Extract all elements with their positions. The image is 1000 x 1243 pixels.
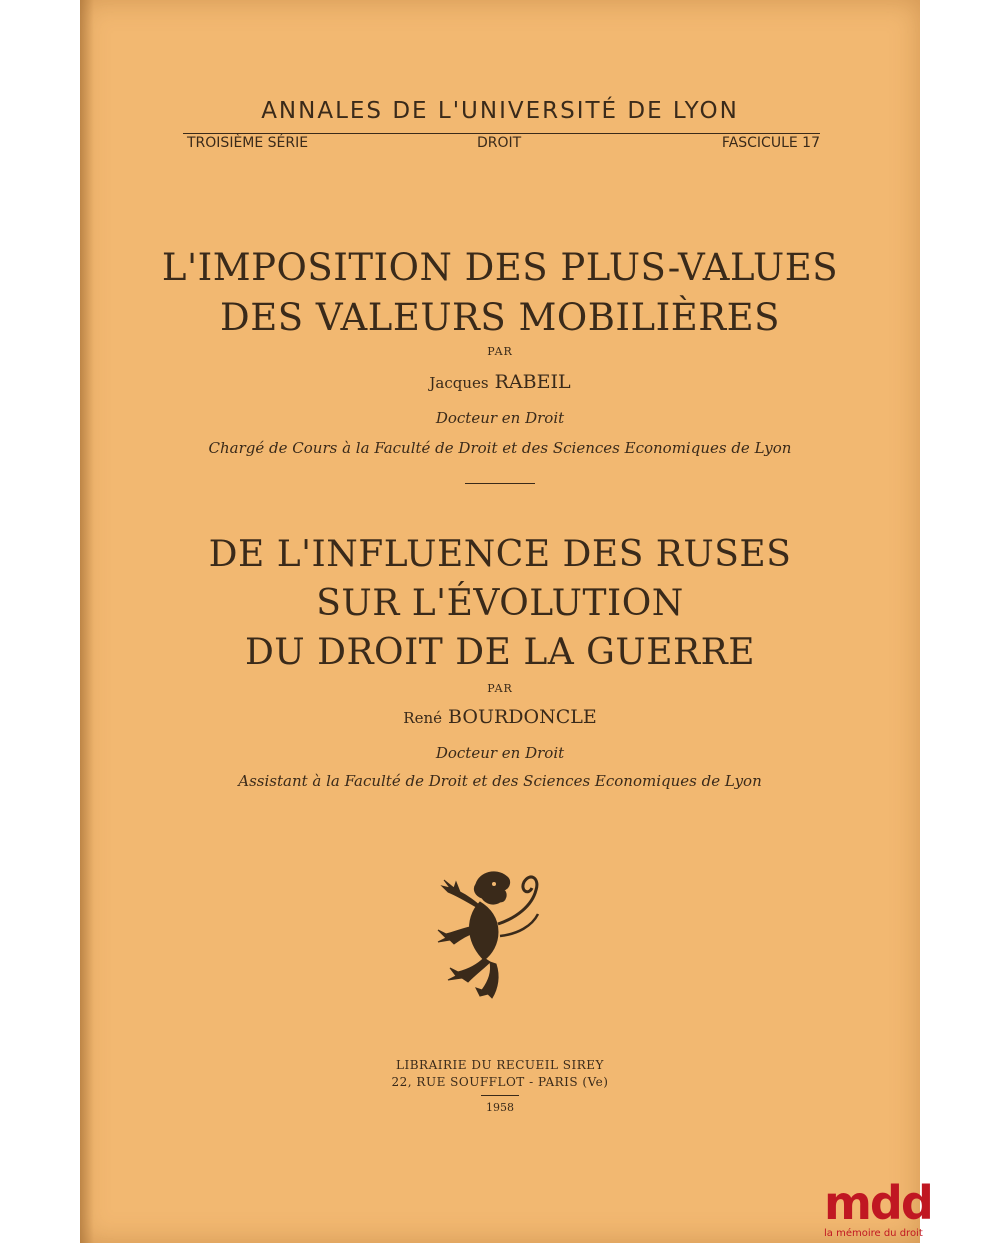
work1-title-line: DES VALEURS MOBILIÈRES	[220, 296, 780, 339]
work1-author-first: Jacques	[429, 374, 489, 392]
series-divider	[183, 133, 820, 134]
work1-par: PAR	[487, 345, 513, 358]
work1-position: Chargé de Cours à la Faculté de Droit et des Sciences Economiques de Lyon	[208, 439, 792, 457]
work1-author	[80, 371, 920, 393]
series-fascicle: FASCICULE 17	[721, 135, 820, 151]
publisher-name: LIBRAIRIE DU RECUEIL SIREY	[396, 1058, 604, 1072]
watermark-mark: mdd	[824, 1176, 932, 1230]
work2-author-last: BOURDONCLE	[448, 706, 597, 728]
series-title: ANNALES DE L'UNIVERSITÉ DE LYON	[261, 98, 739, 124]
work1-title	[80, 243, 920, 343]
publisher-divider	[481, 1095, 519, 1096]
work2-author-first: René	[403, 709, 442, 727]
work2-title-line: DE L'INFLUENCE DES RUSES	[208, 534, 792, 575]
work2-title-line: DU DROIT DE LA GUERRE	[244, 632, 756, 673]
series-discipline: DROIT	[477, 135, 522, 151]
work2-degree: Docteur en Droit	[435, 744, 565, 762]
work1-title-line: L'IMPOSITION DES PLUS-VALUES	[161, 246, 839, 289]
work1-degree: Docteur en Droit	[435, 409, 565, 427]
watermark-caption: la mémoire du droit	[824, 1228, 923, 1239]
series-number: TROISIÈME SÉRIE	[187, 135, 309, 151]
rampant-lion-icon	[420, 862, 560, 1002]
work1-author-last: RABEIL	[494, 371, 571, 393]
work2-title-line: SUR L'ÉVOLUTION	[316, 583, 684, 624]
work2-par: PAR	[487, 682, 513, 695]
section-divider	[465, 483, 535, 484]
publication-year: 1958	[486, 1101, 514, 1114]
work2-position: Assistant à la Faculté de Droit et des Sciences Economiques de Lyon	[238, 772, 762, 790]
watermark-logo	[818, 1175, 1000, 1243]
publisher-address: 22, RUE SOUFFLOT - PARIS (Ve)	[391, 1075, 609, 1089]
work2-author	[80, 706, 920, 728]
work2-title	[80, 530, 920, 677]
